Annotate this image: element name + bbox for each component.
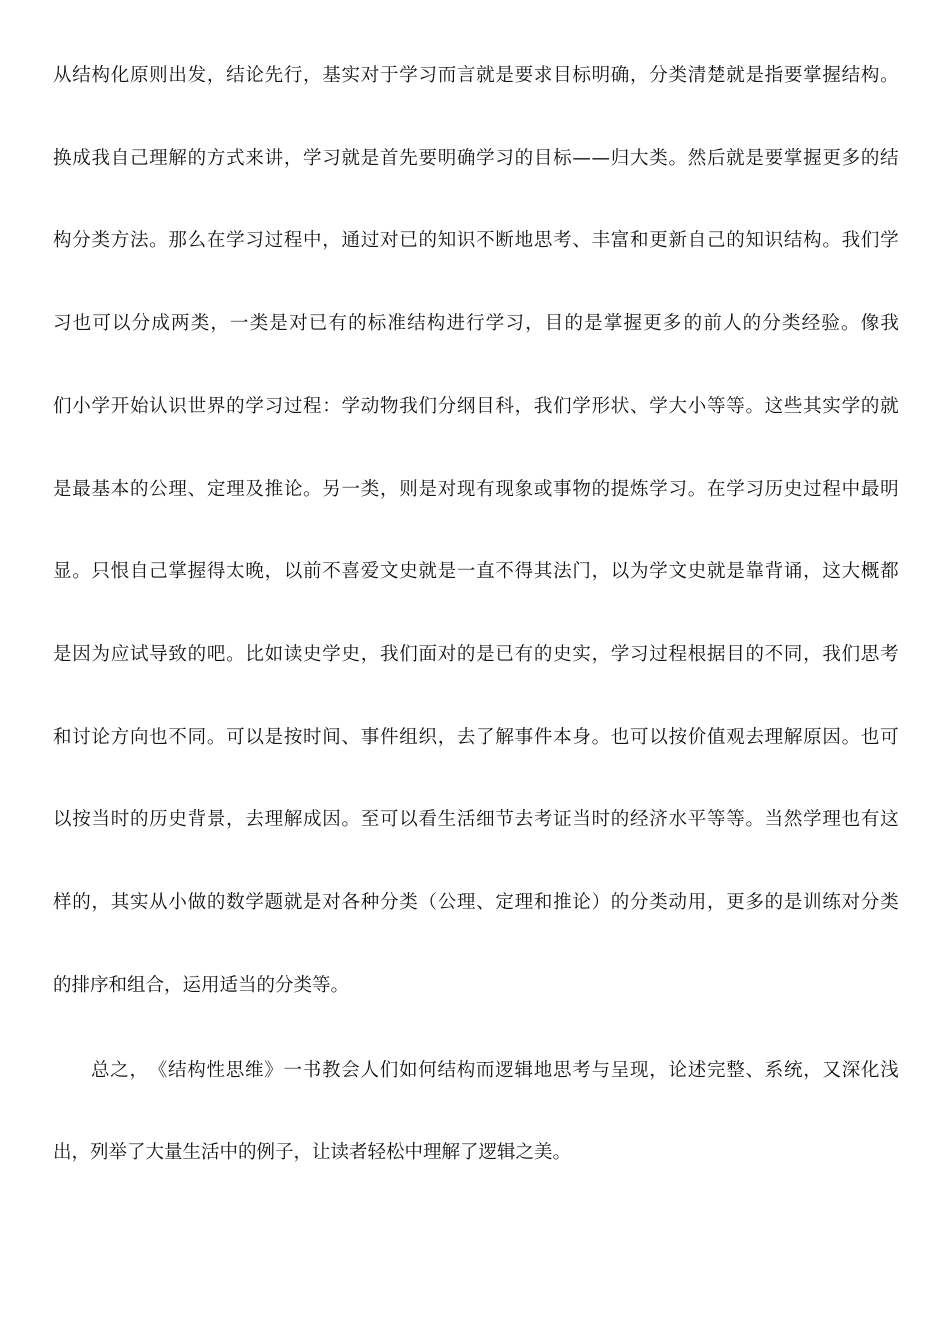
text-line: 的排序和组合，运用适当的分类等。: [53, 974, 350, 996]
text-line: 样 的 ， 其 实 从 小 做 的 数 学 题 就 是 对 各 种 分 类 （ 公 理 、 定 理 和 推 论 ） 的 分 类 动 用 ， 更 多 的 是 训 练 对 分 类: [53, 892, 899, 913]
text-line: 和 讨 论 方 向 也 不 同 。 可 以 是 按 时 间 、 事 件 组 织 ， 去 了 解 事 件 本 身 。 也 可 以 按 价 值 观 去 理 解 原 因 。 也 可: [53, 726, 899, 748]
text-line: 以 按 当 时 的 历 史 背 景 ， 去 理 解 成 因 。 至 可 以 看 生 活 细 节 去 考 证 当 时 的 经 济 水 平 等 等 。 当 然 学 理 也 有 这: [53, 809, 899, 831]
text-line: 们 小 学 开 始 认 识 世 界 的 学 习 过 程 ： 学 动 物 我 们 分 纲 目 科 ， 我 们 学 形 状 、 学 大 小 等 等 。 这 些 其 实 学 的 就: [53, 395, 899, 417]
text-line: 习 也 可 以 分 成 两 类 ， 一 类 是 对 已 有 的 标 准 结 构 进 行 学 习 ， 目 的 是 掌 握 更 多 的 前 人 的 分 类 经 验 。 像 我: [53, 313, 899, 335]
text-line: 是 因 为 应 试 导 致 的 吧 。 比 如 读 史 学 史 ， 我 们 面 对 的 是 已 有 的 史 实 ， 学 习 过 程 根 据 目 的 不 同 ， 我 们 思 考: [53, 643, 899, 665]
text-line: 从 结 构 化 原 则 出 发 ， 结 论 先 行 ， 基 实 对 于 学 习 而 言 就 是 要 求 目 标 明 确 ， 分 类 清 楚 就 是 指 要 掌 握 结 构 。: [53, 65, 899, 86]
text-line: 总 之 ， 《 结 构 性 思 维 》 一 书 教 会 人 们 如 何 结 构 而 逻 辑 地 思 考 与 呈 现 ， 论 述 完 整 、 系 统 ， 又 深 化 浅: [91, 1060, 899, 1081]
text-line: 换 成 我 自 己 理 解 的 方 式 来 讲 ， 学 习 就 是 首 先 要 明 确 学 习 的 目 标 — — 归 大 类 。 然 后 就 是 要 掌 握 更 多 的 结: [53, 147, 899, 169]
text-line: 出，列举了大量生活中的例子，让读者轻松中理解了逻辑之美。: [53, 1142, 572, 1163]
text-line: 是 最 基 本 的 公 理 、 定 理 及 推 论 。 另 一 类 ， 则 是 对 现 有 现 象 或 事 物 的 提 炼 学 习 。 在 学 习 历 史 过 程 中 最 明: [53, 478, 899, 500]
text-line: 构 分 类 方 法 。 那 么 在 学 习 过 程 中 ， 通 过 对 已 的 知 识 不 断 地 思 考 、 丰 富 和 更 新 自 己 的 知 识 结 构 。 我 们 学: [53, 230, 899, 252]
text-line: 显 。 只 恨 自 己 掌 握 得 太 晚 ， 以 前 不 喜 爱 文 史 就 是 一 直 不 得 其 法 门 ， 以 为 学 文 史 就 是 靠 背 诵 ， 这 大 概 都: [53, 561, 899, 583]
